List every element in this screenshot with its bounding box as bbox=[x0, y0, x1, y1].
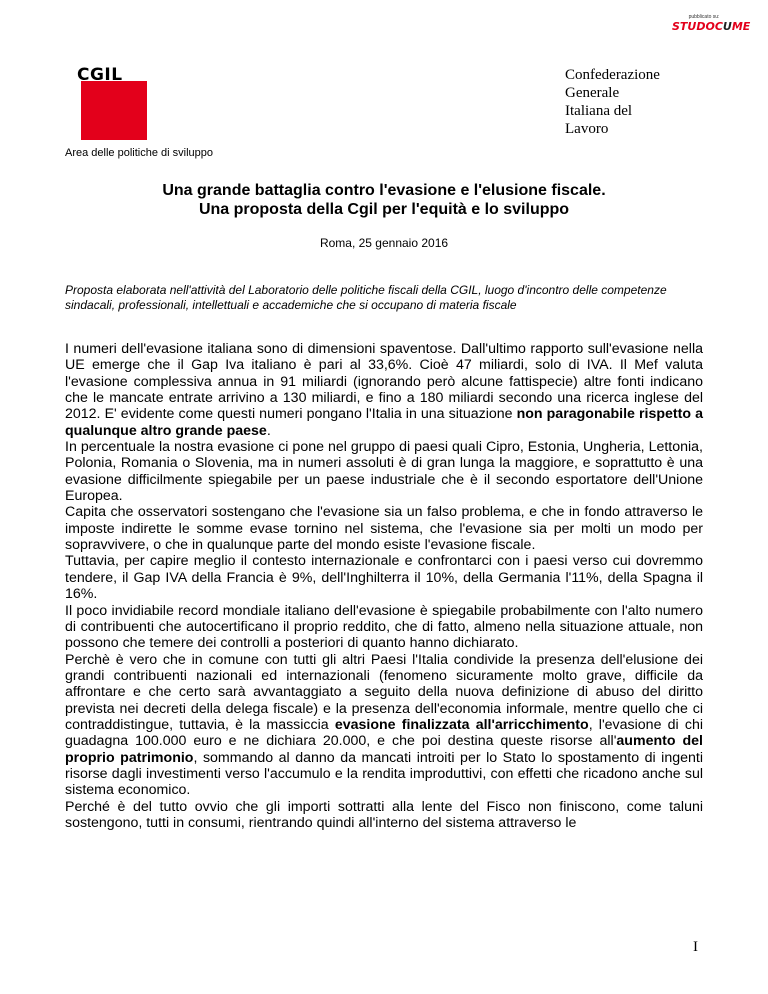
text-run: , sommando al danno da mancati introiti per lo Stato lo spostamento di ingenti risorse dagli investimenti verso l'accumulo e la rendita improduttivi, con effetti che ricadono anche sul sistema economico. bbox=[65, 749, 703, 799]
text-run: , l'evasione di chi guadagna 100.000 euro e ne dichiara 20.000, e che poi destina queste risorse all' bbox=[65, 716, 703, 750]
document-date: Roma, 25 gennaio 2016 bbox=[319, 236, 449, 250]
paragraph: In percentuale la nostra evasione ci pone nel gruppo di paesi quali Cipro, Estonia, Ungheria, Lettonia, Polonia, Romania o Slovenia, ma in numeri assoluti è di gran lunga la maggiore, e soprattutto è una evasione difficilmente spiegabile per un paese industriale che è il secondo esportatore dell'Unione Europea. bbox=[65, 439, 703, 505]
logo-part-a: STUDOC bbox=[672, 20, 723, 33]
paragraph: Tuttavia, per capire meglio il contesto internazionale e confrontarci con i paesi verso cui dovremmo tendere, il Gap IVA della Francia è 9%, dell'Inghilterra il 10%, della Germania l'11%, della Spagna il 16%. bbox=[65, 553, 703, 603]
organization-name: Confederazione Generale Italiana del Lavoro bbox=[565, 67, 660, 137]
published-on-label: pubblicato su: bbox=[688, 14, 720, 20]
page-number: I bbox=[693, 939, 698, 955]
text-run: I numeri dell'evasione italiana sono di dimensioni spaventose. Dall'ultimo rapporto sull'evasione nella UE emerge che il Gap Iva italiano è pari al 33,6%. Cioè 47 miliardi, solo di IVA. Il Mef valuta l'evasione complessiva annua in 91 miliardi (ignorando però alcune fattispecie) altre fonti indicano che le mancate entrate arrivino a 130 miliardi, e fino a 180 miliardi secondo una ricerca inglese del 2012. E' evidente come questi numeri pongano l'Italia in una situazione bbox=[65, 341, 703, 423]
bold-text: non paragonabile rispetto a qualunque altro grande paese bbox=[65, 406, 703, 439]
paragraph: Perché è del tutto ovvio che gli importi sottratti alla lente del Fisco non finiscono, come taluni sostengono, tutti in consumi, rientrando quindi all'interno del sistema attraverso le bbox=[65, 798, 703, 831]
logo-part-c: ME bbox=[731, 20, 751, 33]
title-line-2: Una proposta della Cgil per l'equità e lo sviluppo bbox=[198, 201, 570, 218]
text-run: Perchè è vero che in comune con tutti gli altri Paesi l'Italia condivide la presenza dell'elusione dei grandi contribuenti nazionali ed internazionali (fenomeno sicuramente molto grave, difficile da affrontare e che certo sarà avvantaggiato a seguito della nuova definizione di abuso del diritto prevista nei decreti della delega fiscale) e la presenza dell'economia informale, mentre quello che ci contraddistingue, tuttavia, è la massiccia bbox=[65, 651, 703, 733]
published-on-badge[interactable] bbox=[672, 14, 751, 34]
logo-text: CGIL bbox=[77, 65, 123, 85]
document-title bbox=[64, 181, 704, 219]
paragraph bbox=[65, 652, 703, 799]
paragraph bbox=[65, 341, 703, 439]
title-line-1: Una grande battaglia contro l'evasione e l'elusione fiscale. bbox=[162, 182, 606, 199]
bold-text: evasione finalizzata all'arricchimento bbox=[334, 716, 589, 733]
intro-note: Proposta elaborata nell'attività del Laboratorio delle politiche fiscali della CGIL, luogo d'incontro delle competenze sindacali, professionali, intellettuali e accademiche che si occupano di materia fiscale bbox=[65, 283, 667, 312]
paragraph: Il poco invidiabile record mondiale italiano dell'evasione è spiegabile probabilmente con l'alto numero di contribuenti che autocertificano il proprio reddito, che di fatto, almeno nella situazione attuale, non possono che temere dei controlli a posteriori di quanto hanno dichiarato. bbox=[65, 602, 703, 652]
logo-part-b: U bbox=[722, 20, 732, 33]
department-label: Area delle politiche di sviluppo bbox=[65, 147, 213, 159]
paragraph: Capita che osservatori sostengano che l'evasione sia un falso problema, e che in fondo attraverso le imposte indirette le somme evase tornino nel sistema, che l'evasione sia per molti un modo per sopravvivere, o che in qualunque parte del mondo esiste l'evasione fiscale. bbox=[65, 504, 703, 554]
logo-red-square bbox=[81, 81, 147, 140]
text-run: . bbox=[266, 422, 271, 439]
document-body bbox=[65, 341, 703, 831]
bold-text: aumento del proprio patrimonio bbox=[65, 733, 703, 766]
studocu-logo[interactable] bbox=[672, 20, 751, 34]
cgil-logo bbox=[77, 67, 147, 140]
